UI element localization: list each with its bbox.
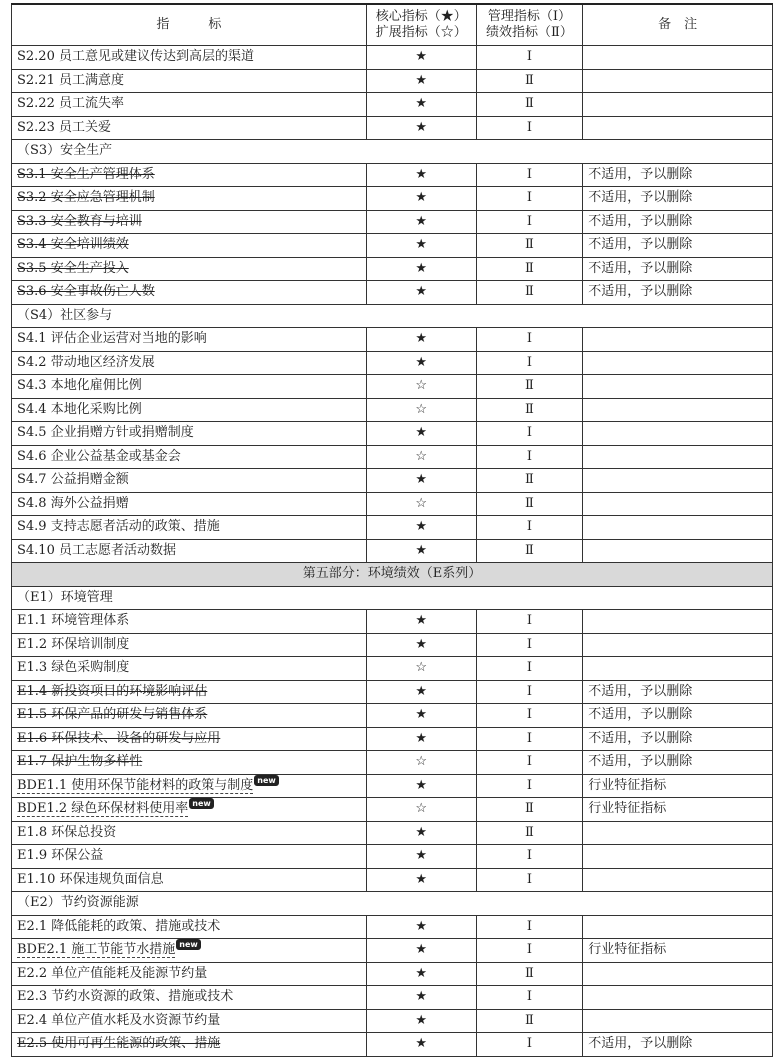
- core-extended-cell: ☆: [366, 375, 476, 399]
- indicator-name: S2.23 员工关爱: [17, 119, 111, 135]
- core-extended-cell: ★: [366, 727, 476, 751]
- table-row: [12, 257, 773, 281]
- indicator-name: S4.6 企业公益基金或基金会: [17, 448, 181, 464]
- table-row: [12, 46, 773, 70]
- core-extended-cell: ★: [366, 845, 476, 869]
- core-extended-cell: ☆: [366, 398, 476, 422]
- table-row: [12, 516, 773, 540]
- core-extended-cell: ★: [366, 704, 476, 728]
- remarks-cell: [583, 845, 773, 869]
- subsection-row: [12, 304, 773, 328]
- indicator-cell: [12, 234, 367, 258]
- header-indicator: 指 标: [12, 4, 367, 46]
- management-performance-cell: Ⅰ: [476, 445, 583, 469]
- remarks-cell: 不适用，予以删除: [583, 234, 773, 258]
- table-row: [12, 1033, 773, 1057]
- table-row: [12, 962, 773, 986]
- indicator-cell: [12, 69, 367, 93]
- header-core-extended: [366, 4, 476, 46]
- indicator-name: S4.4 本地化采购比例: [17, 401, 142, 417]
- management-performance-cell: Ⅱ: [476, 821, 583, 845]
- table-row: [12, 610, 773, 634]
- core-extended-cell: ★: [366, 962, 476, 986]
- indicator-cell: [12, 751, 367, 775]
- subsection-row: [12, 892, 773, 916]
- table-row: [12, 445, 773, 469]
- table-row: [12, 680, 773, 704]
- indicator-name: S4.2 带动地区经济发展: [17, 354, 155, 370]
- new-badge: new: [254, 775, 279, 786]
- indicator-name: S3.1 安全生产管理体系: [17, 166, 155, 182]
- table-row: [12, 210, 773, 234]
- table-row: [12, 492, 773, 516]
- indicator-cell: [12, 986, 367, 1010]
- remarks-cell: [583, 93, 773, 117]
- table-row: [12, 633, 773, 657]
- management-performance-cell: Ⅱ: [476, 93, 583, 117]
- table-row: [12, 845, 773, 869]
- indicator-cell: [12, 422, 367, 446]
- indicator-cell: [12, 375, 367, 399]
- section-banner-row: [12, 563, 773, 587]
- remarks-cell: [583, 116, 773, 140]
- indicator-name: E1.1 环境管理体系: [17, 613, 130, 629]
- indicator-cell: [12, 868, 367, 892]
- subsection-title: （S4）社区参与: [12, 304, 773, 328]
- management-performance-cell: Ⅱ: [476, 69, 583, 93]
- remarks-cell: [583, 821, 773, 845]
- table-row: [12, 1009, 773, 1033]
- indicator-cell: [12, 774, 367, 798]
- core-extended-cell: ★: [366, 46, 476, 70]
- management-performance-cell: Ⅱ: [476, 798, 583, 822]
- indicator-cell: [12, 210, 367, 234]
- core-extended-cell: ☆: [366, 445, 476, 469]
- indicator-name: S2.22 员工流失率: [17, 96, 124, 112]
- indicator-name: E1.9 环保公益: [17, 848, 104, 864]
- indicator-cell: [12, 962, 367, 986]
- remarks-cell: 不适用，予以删除: [583, 163, 773, 187]
- subsection-title: （S3）安全生产: [12, 140, 773, 164]
- core-extended-cell: ★: [366, 868, 476, 892]
- remarks-cell: [583, 962, 773, 986]
- indicator-name: S4.7 公益捐赠金额: [17, 472, 129, 488]
- table-row: [12, 915, 773, 939]
- management-performance-cell: Ⅰ: [476, 516, 583, 540]
- indicator-cell: [12, 915, 367, 939]
- indicator-name: S2.21 员工满意度: [17, 72, 124, 88]
- core-extended-cell: ★: [366, 187, 476, 211]
- table-row: [12, 69, 773, 93]
- management-performance-cell: Ⅰ: [476, 727, 583, 751]
- management-performance-cell: Ⅱ: [476, 375, 583, 399]
- management-performance-cell: Ⅱ: [476, 469, 583, 493]
- core-extended-cell: ★: [366, 281, 476, 305]
- header-row: [12, 4, 773, 46]
- indicator-cell: [12, 798, 367, 822]
- core-extended-cell: ★: [366, 1033, 476, 1057]
- remarks-cell: 不适用，予以删除: [583, 257, 773, 281]
- core-extended-cell: ★: [366, 328, 476, 352]
- core-extended-cell: ★: [366, 69, 476, 93]
- management-performance-cell: Ⅰ: [476, 210, 583, 234]
- table-row: [12, 821, 773, 845]
- core-extended-cell: ★: [366, 680, 476, 704]
- indicator-cell: [12, 516, 367, 540]
- remarks-cell: 不适用，予以删除: [583, 210, 773, 234]
- header-management-performance: [476, 4, 583, 46]
- header-remarks: 备 注: [583, 4, 773, 46]
- section-banner: 第五部分：环境绩效（E系列）: [12, 563, 773, 587]
- remarks-cell: [583, 46, 773, 70]
- indicator-cell: [12, 351, 367, 375]
- management-performance-cell: Ⅱ: [476, 539, 583, 563]
- management-performance-cell: Ⅱ: [476, 281, 583, 305]
- table-row: [12, 328, 773, 352]
- management-performance-cell: Ⅰ: [476, 163, 583, 187]
- core-extended-cell: ☆: [366, 798, 476, 822]
- table-row: [12, 351, 773, 375]
- management-performance-cell: Ⅰ: [476, 116, 583, 140]
- remarks-cell: 不适用，予以删除: [583, 281, 773, 305]
- management-performance-cell: Ⅰ: [476, 868, 583, 892]
- core-extended-cell: ★: [366, 1009, 476, 1033]
- indicator-name: E2.1 降低能耗的政策、措施或技术: [17, 918, 221, 934]
- core-extended-cell: ☆: [366, 492, 476, 516]
- management-performance-cell: Ⅰ: [476, 704, 583, 728]
- management-performance-cell: Ⅰ: [476, 680, 583, 704]
- remarks-cell: [583, 422, 773, 446]
- remarks-cell: [583, 375, 773, 399]
- core-extended-cell: ★: [366, 93, 476, 117]
- core-extended-cell: ★: [366, 469, 476, 493]
- remarks-cell: 行业特征指标: [583, 798, 773, 822]
- management-performance-cell: Ⅰ: [476, 986, 583, 1010]
- indicator-name: BDE1.1 使用环保节能材料的政策与制度: [17, 777, 254, 793]
- indicator-name: E2.3 节约水资源的政策、措施或技术: [17, 989, 234, 1005]
- indicator-cell: [12, 328, 367, 352]
- indicator-cell: [12, 398, 367, 422]
- remarks-cell: [583, 351, 773, 375]
- indicator-cell: [12, 492, 367, 516]
- management-performance-cell: Ⅰ: [476, 915, 583, 939]
- indicator-name: E2.5 使用可再生能源的政策、措施: [17, 1036, 221, 1052]
- indicator-cell: [12, 657, 367, 681]
- indicator-name: E2.2 单位产值能耗及能源节约量: [17, 965, 208, 981]
- management-performance-cell: Ⅰ: [476, 46, 583, 70]
- remarks-cell: 不适用，予以删除: [583, 751, 773, 775]
- indicator-cell: [12, 539, 367, 563]
- indicator-name: E1.2 环保培训制度: [17, 636, 130, 652]
- table-row: [12, 469, 773, 493]
- indicator-name: E2.4 单位产值水耗及水资源节约量: [17, 1012, 221, 1028]
- indicator-name: S3.4 安全培训绩效: [17, 237, 129, 253]
- indicator-cell: [12, 445, 367, 469]
- core-extended-cell: ☆: [366, 751, 476, 775]
- remarks-cell: 不适用，予以删除: [583, 187, 773, 211]
- management-performance-cell: Ⅰ: [476, 1033, 583, 1057]
- remarks-cell: 行业特征指标: [583, 774, 773, 798]
- remarks-cell: [583, 1009, 773, 1033]
- indicator-cell: [12, 821, 367, 845]
- management-performance-cell: Ⅱ: [476, 492, 583, 516]
- management-performance-cell: Ⅱ: [476, 234, 583, 258]
- core-extended-cell: ★: [366, 633, 476, 657]
- table-row: [12, 727, 773, 751]
- table-row: [12, 398, 773, 422]
- indicator-cell: [12, 727, 367, 751]
- indicator-name: S4.9 支持志愿者活动的政策、措施: [17, 519, 220, 535]
- indicator-cell: [12, 187, 367, 211]
- core-extended-cell: ★: [366, 516, 476, 540]
- management-performance-cell: Ⅰ: [476, 939, 583, 963]
- indicator-name: S3.2 安全应急管理机制: [17, 190, 155, 206]
- table-row: [12, 657, 773, 681]
- remarks-cell: [583, 328, 773, 352]
- table-row: [12, 187, 773, 211]
- management-performance-cell: Ⅰ: [476, 422, 583, 446]
- indicator-cell: [12, 257, 367, 281]
- remarks-cell: [583, 657, 773, 681]
- indicator-cell: [12, 93, 367, 117]
- core-extended-cell: ★: [366, 422, 476, 446]
- table-row: [12, 539, 773, 563]
- header-performance-label: 绩效指标（Ⅱ）: [486, 25, 573, 40]
- management-performance-cell: Ⅰ: [476, 633, 583, 657]
- remarks-cell: [583, 633, 773, 657]
- core-extended-cell: ★: [366, 163, 476, 187]
- management-performance-cell: Ⅰ: [476, 610, 583, 634]
- indicator-name: E1.3 绿色采购制度: [17, 660, 130, 676]
- new-badge: new: [189, 798, 214, 809]
- management-performance-cell: Ⅱ: [476, 1009, 583, 1033]
- core-extended-cell: ★: [366, 351, 476, 375]
- indicator-name: S3.6 安全事故伤亡人数: [17, 284, 155, 300]
- table-row: [12, 422, 773, 446]
- indicator-cell: [12, 939, 367, 963]
- remarks-cell: 不适用，予以删除: [583, 704, 773, 728]
- indicator-cell: [12, 633, 367, 657]
- management-performance-cell: Ⅱ: [476, 398, 583, 422]
- core-extended-cell: ★: [366, 821, 476, 845]
- remarks-cell: [583, 469, 773, 493]
- table-row: [12, 163, 773, 187]
- table-row: [12, 751, 773, 775]
- management-performance-cell: Ⅰ: [476, 328, 583, 352]
- table-row: [12, 93, 773, 117]
- management-performance-cell: Ⅰ: [476, 751, 583, 775]
- table-row: [12, 986, 773, 1010]
- indicator-cell: [12, 116, 367, 140]
- table-row: [12, 704, 773, 728]
- subsection-row: [12, 140, 773, 164]
- indicator-cell: [12, 163, 367, 187]
- core-extended-cell: ★: [366, 610, 476, 634]
- remarks-cell: [583, 492, 773, 516]
- indicator-cell: [12, 1009, 367, 1033]
- header-core-label: 核心指标（★）: [375, 9, 467, 24]
- indicator-name: S3.3 安全教育与培训: [17, 213, 142, 229]
- indicator-cell: [12, 680, 367, 704]
- indicator-name: E1.10 环保违规负面信息: [17, 871, 164, 887]
- indicator-name: S4.5 企业捐赠方针或捐赠制度: [17, 425, 194, 441]
- indicator-name: BDE1.2 绿色环保材料使用率: [17, 801, 189, 817]
- core-extended-cell: ★: [366, 939, 476, 963]
- remarks-cell: [583, 398, 773, 422]
- remarks-cell: [583, 610, 773, 634]
- core-extended-cell: ★: [366, 915, 476, 939]
- indicator-name: S4.1 评估企业运营对当地的影响: [17, 331, 207, 347]
- header-management-label: 管理指标（Ⅰ）: [487, 9, 571, 24]
- subsection-title: （E2）节约资源能源: [12, 892, 773, 916]
- remarks-cell: [583, 445, 773, 469]
- remarks-cell: 行业特征指标: [583, 939, 773, 963]
- management-performance-cell: Ⅰ: [476, 845, 583, 869]
- indicator-cell: [12, 845, 367, 869]
- table-row: [12, 774, 773, 798]
- table-row: [12, 234, 773, 258]
- indicator-cell: [12, 704, 367, 728]
- indicator-name: S2.20 员工意见或建议传达到高层的渠道: [17, 49, 254, 65]
- core-extended-cell: ★: [366, 774, 476, 798]
- indicator-cell: [12, 1033, 367, 1057]
- indicator-cell: [12, 46, 367, 70]
- core-extended-cell: ★: [366, 257, 476, 281]
- core-extended-cell: ★: [366, 116, 476, 140]
- indicator-cell: [12, 281, 367, 305]
- indicator-cell: [12, 469, 367, 493]
- new-badge: new: [176, 939, 201, 950]
- remarks-cell: [583, 915, 773, 939]
- indicator-cell: [12, 610, 367, 634]
- indicator-name: S4.3 本地化雇佣比例: [17, 378, 142, 394]
- indicator-name: S3.5 安全生产投入: [17, 260, 129, 276]
- table-row: [12, 281, 773, 305]
- management-performance-cell: Ⅱ: [476, 257, 583, 281]
- management-performance-cell: Ⅰ: [476, 187, 583, 211]
- remarks-cell: [583, 986, 773, 1010]
- table-body: [12, 46, 773, 1057]
- table-row: [12, 798, 773, 822]
- management-performance-cell: Ⅰ: [476, 351, 583, 375]
- indicator-name: BDE2.1 施工节能节水措施: [17, 942, 176, 958]
- remarks-cell: 不适用，予以删除: [583, 1033, 773, 1057]
- subsection-title: （E1）环境管理: [12, 586, 773, 610]
- indicator-name: S4.8 海外公益捐赠: [17, 495, 129, 511]
- subsection-row: [12, 586, 773, 610]
- indicator-name: E1.8 环保总投资: [17, 824, 117, 840]
- core-extended-cell: ★: [366, 210, 476, 234]
- remarks-cell: [583, 868, 773, 892]
- indicator-name: E1.6 环保技术、设备的研发与应用: [17, 730, 221, 746]
- core-extended-cell: ☆: [366, 657, 476, 681]
- remarks-cell: [583, 539, 773, 563]
- remarks-cell: [583, 516, 773, 540]
- remarks-cell: [583, 69, 773, 93]
- table-row: [12, 939, 773, 963]
- remarks-cell: 不适用，予以删除: [583, 680, 773, 704]
- indicator-name: E1.5 环保产品的研发与销售体系: [17, 707, 208, 723]
- indicator-name: S4.10 员工志愿者活动数据: [17, 542, 176, 558]
- indicator-name: E1.4 新投资项目的环境影响评估: [17, 683, 208, 699]
- header-extended-label: 扩展指标（☆）: [375, 25, 467, 40]
- table-row: [12, 868, 773, 892]
- core-extended-cell: ★: [366, 539, 476, 563]
- core-extended-cell: ★: [366, 986, 476, 1010]
- indicator-name: E1.7 保护生物多样性: [17, 754, 143, 770]
- table-row: [12, 375, 773, 399]
- management-performance-cell: Ⅰ: [476, 774, 583, 798]
- remarks-cell: 不适用，予以删除: [583, 727, 773, 751]
- indicator-table: [11, 3, 773, 1057]
- management-performance-cell: Ⅰ: [476, 657, 583, 681]
- management-performance-cell: Ⅱ: [476, 962, 583, 986]
- core-extended-cell: ★: [366, 234, 476, 258]
- table-row: [12, 116, 773, 140]
